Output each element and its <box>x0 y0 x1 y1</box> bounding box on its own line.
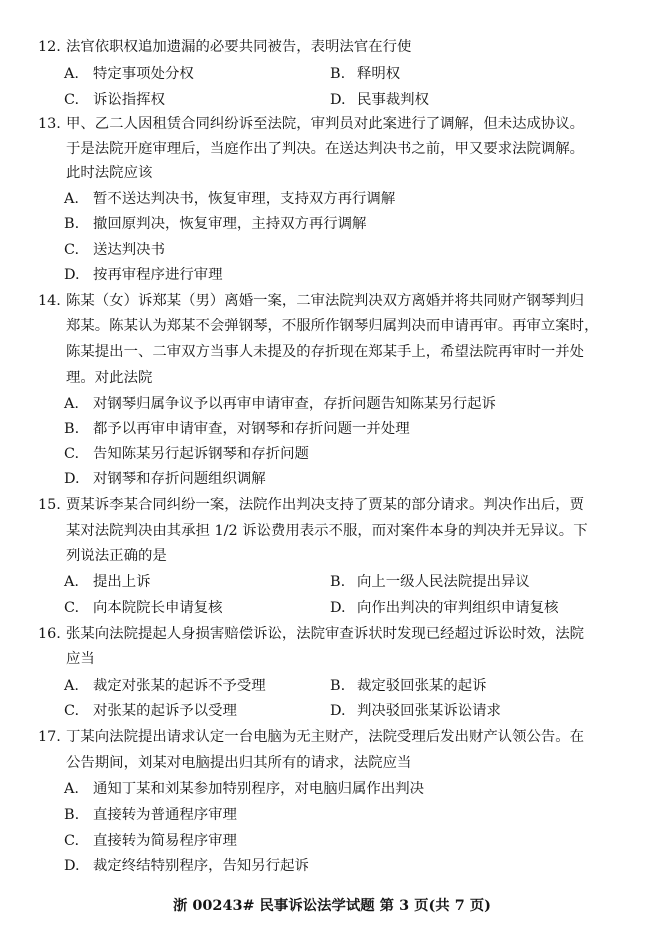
q17-option-d-label: D. <box>64 858 80 874</box>
q15-stem-line-2: 某对法院判决由其承担 1/2 诉讼费用表示不服，而对案件本身的判决并无异议。下 <box>66 523 588 539</box>
q15-option-b-label: B. <box>330 574 346 590</box>
q12-stem-line-1: 法官依职权追加遗漏的必要共同被告，表明法官在行使 <box>66 39 412 55</box>
q14-option-a-text: 对钢琴归属争议予以再审申请审查，存折问题告知陈某另行起诉 <box>93 396 496 412</box>
q15-option-a-text: 提出上诉 <box>93 574 151 590</box>
q12-option-a-text: 特定事项处分权 <box>93 66 194 82</box>
q14-option-b-text: 都予以再审申请审查，对钢琴和存折问题一并处理 <box>93 421 410 437</box>
q14-option-d-label: D. <box>64 471 80 487</box>
q12-option-c-text: 诉讼指挥权 <box>93 92 165 108</box>
q16-option-c-label: C. <box>64 703 80 719</box>
q17-option-a-label: A. <box>64 781 79 797</box>
q16-option-a-label: A. <box>64 678 79 694</box>
q13-option-b-text: 撤回原判决，恢复审理，主持双方再行调解 <box>93 216 367 232</box>
page-footer: 浙 00243# 民事诉讼法学试题 第 3 页(共 7 页) <box>173 897 491 914</box>
q15-option-d-text: 向作出判决的审判组织申请复核 <box>357 600 559 616</box>
q13-option-d-text: 按再审程序进行审理 <box>93 267 223 283</box>
q15-option-d-label: D. <box>330 600 346 616</box>
q16-option-c-text: 对张某的起诉予以受理 <box>93 703 237 719</box>
q14-stem-line-2: 郑某。陈某认为郑某不会弹钢琴，不服所作钢琴归属判决而申请再审。再审立案时， <box>66 318 599 334</box>
q15-option-c-text: 向本院院长申请复核 <box>93 600 223 616</box>
q14-stem-line-1: 陈某（女）诉郑某（男）离婚一案，二审法院判决双方离婚并将共同财产钢琴判归 <box>66 293 585 309</box>
q14-option-b-label: B. <box>64 421 80 437</box>
q12-option-c-label: C. <box>64 92 80 108</box>
q13-option-d-label: D. <box>64 267 80 283</box>
q12-option-a-label: A. <box>64 66 79 82</box>
q17-option-b-label: B. <box>64 807 80 823</box>
q14-stem-line-4: 理。对此法院 <box>66 370 153 386</box>
q13-option-b-label: B. <box>64 216 80 232</box>
q15-stem-line-3: 列说法正确的是 <box>66 548 167 564</box>
q13-stem-line-2: 于是法院开庭审理后，当庭作出了判决。在送达判决书之前，甲又要求法院调解。 <box>66 141 585 157</box>
q15-option-c-label: C. <box>64 600 80 616</box>
q15-option-b-text: 向上一级人民法院提出异议 <box>357 574 530 590</box>
q17-stem-line-2: 公告期间，刘某对电脑提出归其所有的请求，法院应当 <box>66 755 412 771</box>
q13-stem-line-3: 此时法院应该 <box>66 165 153 181</box>
q14-option-c-label: C. <box>64 446 80 462</box>
q17-option-a-text: 通知丁某和刘某参加特别程序，对电脑归属作出判决 <box>93 781 424 797</box>
q16-option-b-text: 裁定驳回张某的起诉 <box>357 678 487 694</box>
q14-option-a-label: A. <box>64 396 79 412</box>
q13-option-a-text: 暂不送达判决书，恢复审理，支持双方再行调解 <box>93 191 396 207</box>
q14-option-d-text: 对钢琴和存折问题组织调解 <box>93 471 266 487</box>
q16-option-b-label: B. <box>330 678 346 694</box>
q17-option-b-text: 直接转为普通程序审理 <box>93 807 237 823</box>
q12-option-b-text: 释明权 <box>357 66 401 82</box>
q12-number: 12. <box>38 39 61 55</box>
q12-option-d-text: 民事裁判权 <box>357 92 429 108</box>
q12-option-b-label: B. <box>330 66 346 82</box>
q15-option-a-label: A. <box>64 574 79 590</box>
q16-option-d-label: D. <box>330 703 346 719</box>
q16-stem-line-2: 应当 <box>66 651 95 667</box>
q17-option-c-label: C. <box>64 833 80 849</box>
q13-number: 13. <box>38 116 61 132</box>
q14-option-c-text: 告知陈某另行起诉钢琴和存折问题 <box>93 446 309 462</box>
q17-option-d-text: 裁定终结特别程序，告知另行起诉 <box>93 858 309 874</box>
q13-stem-line-1: 甲、乙二人因租赁合同纠纷诉至法院，审判员对此案进行了调解，但未达成协议。 <box>66 116 585 132</box>
q16-option-a-text: 裁定对张某的起诉不予受理 <box>93 678 266 694</box>
q14-stem-line-3: 陈某提出一、二审双方当事人未提及的存折现在郑某手上，希望法院再审时一并处 <box>66 344 585 360</box>
q14-number: 14. <box>38 293 61 309</box>
q16-number: 16. <box>38 626 61 642</box>
q15-stem-line-1: 贾某诉李某合同纠纷一案，法院作出判决支持了贾某的部分请求。判决作出后，贾 <box>66 497 585 513</box>
q13-option-a-label: A. <box>64 191 79 207</box>
q17-number: 17. <box>38 729 61 745</box>
q16-stem-line-1: 张某向法院提起人身损害赔偿诉讼，法院审查诉状时发现已经超过诉讼时效，法院 <box>66 626 585 642</box>
q17-option-c-text: 直接转为简易程序审理 <box>93 833 237 849</box>
q16-option-d-text: 判决驳回张某诉讼请求 <box>357 703 501 719</box>
q17-stem-line-1: 丁某向法院提出请求认定一台电脑为无主财产，法院受理后发出财产认领公告。在 <box>66 729 585 745</box>
q13-option-c-text: 送达判决书 <box>93 242 165 258</box>
q13-option-c-label: C. <box>64 242 80 258</box>
q15-number: 15. <box>38 497 61 513</box>
q12-option-d-label: D. <box>330 92 346 108</box>
